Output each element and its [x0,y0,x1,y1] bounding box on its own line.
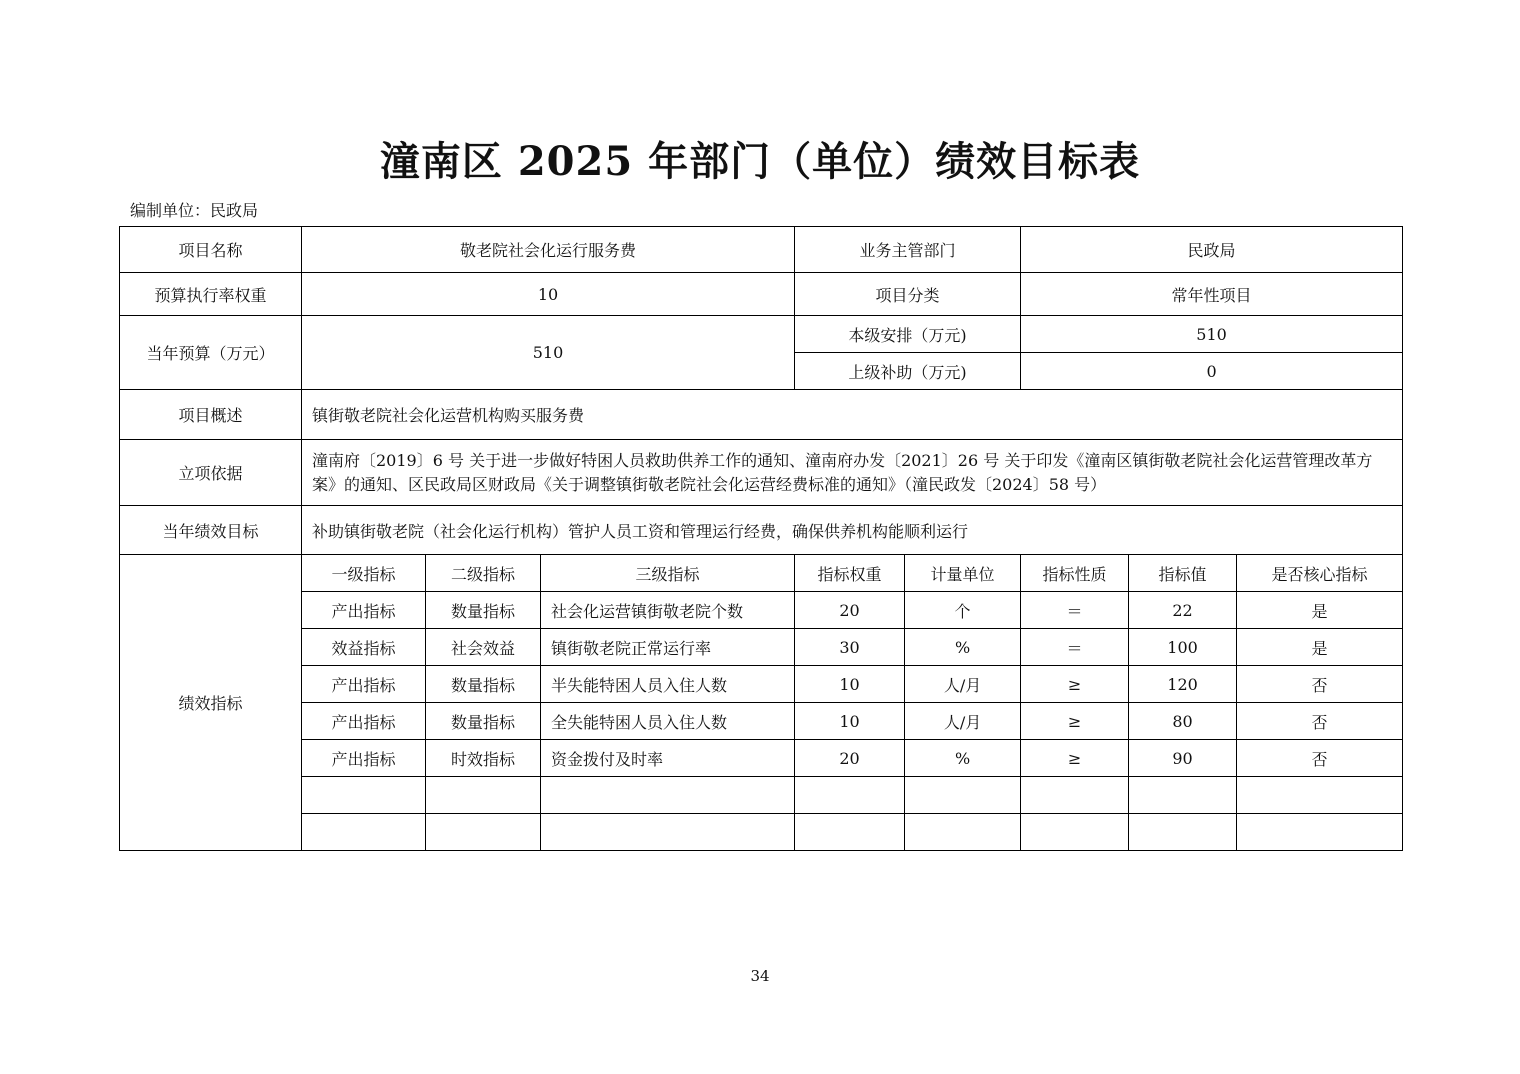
indicator-header-row [120,555,1403,592]
level3-cell: 社会化运营镇街敬老院个数 [541,592,795,629]
empty-cell [541,777,795,814]
unit-cell: % [905,629,1021,666]
level2-cell: 数量指标 [426,666,541,703]
level3-cell: 半失能特困人员入住人数 [541,666,795,703]
table-row [120,629,1403,666]
empty-cell [1021,814,1129,851]
row-summary [120,390,1403,440]
empty-cell [795,777,905,814]
core-cell: 否 [1237,740,1403,777]
header-level2: 二级指标 [426,555,541,592]
row-budget [120,316,1403,353]
local-budget-value: 510 [1021,316,1403,353]
nature-cell: ≥ [1021,703,1129,740]
header-core: 是否核心指标 [1237,555,1403,592]
budget-value: 510 [302,316,795,390]
weight-cell: 10 [795,666,905,703]
local-budget-label: 本级安排（万元) [795,316,1021,353]
row-project-name [120,227,1403,273]
level1-cell: 产出指标 [302,703,426,740]
basis-label: 立项依据 [120,440,302,506]
empty-cell [426,814,541,851]
header-weight: 指标权重 [795,555,905,592]
unit-cell: 人/月 [905,666,1021,703]
value-cell: 22 [1129,592,1237,629]
table-row [120,666,1403,703]
empty-cell [905,777,1021,814]
goal-label: 当年绩效目标 [120,506,302,555]
core-cell: 否 [1237,666,1403,703]
empty-row [120,777,1403,814]
empty-cell [905,814,1021,851]
core-cell: 否 [1237,703,1403,740]
core-cell: 是 [1237,592,1403,629]
nature-cell: ≥ [1021,740,1129,777]
goal-value: 补助镇街敬老院（社会化运行机构）管护人员工资和管理运行经费，确保供养机构能顺利运行 [302,506,1403,555]
level3-cell: 全失能特困人员入住人数 [541,703,795,740]
project-name-value: 敬老院社会化运行服务费 [302,227,795,273]
level2-cell: 数量指标 [426,592,541,629]
level1-cell: 产出指标 [302,666,426,703]
level3-cell: 资金拨付及时率 [541,740,795,777]
level1-cell: 产出指标 [302,592,426,629]
empty-cell [1237,814,1403,851]
empty-cell [426,777,541,814]
table-row [120,703,1403,740]
row-weight [120,273,1403,316]
performance-table [119,226,1403,851]
budget-label: 当年预算（万元） [120,316,302,390]
empty-cell [541,814,795,851]
empty-cell [1129,814,1237,851]
header-level1: 一级指标 [302,555,426,592]
header-level3: 三级指标 [541,555,795,592]
page-title: 潼南区 2025 年部门（单位）绩效目标表 [379,138,1141,185]
table-row [120,592,1403,629]
header-nature: 指标性质 [1021,555,1129,592]
unit-cell: 人/月 [905,703,1021,740]
empty-cell [302,777,426,814]
value-cell: 120 [1129,666,1237,703]
empty-cell [1129,777,1237,814]
value-cell: 90 [1129,740,1237,777]
row-goal [120,506,1403,555]
empty-cell [1021,777,1129,814]
compiling-unit: 编制单位：民政局 [130,201,259,220]
nature-cell: ＝ [1021,629,1129,666]
weight-cell: 20 [795,592,905,629]
project-name-label: 项目名称 [120,227,302,273]
empty-cell [1237,777,1403,814]
department-value: 民政局 [1021,227,1403,273]
level1-cell: 产出指标 [302,740,426,777]
row-basis [120,440,1403,506]
weight-cell: 30 [795,629,905,666]
category-value: 常年性项目 [1021,273,1403,316]
page-number: 34 [750,967,770,985]
unit-cell: % [905,740,1021,777]
basis-value: 潼南府〔2019〕6 号 关于进一步做好特困人员救助供养工作的通知、潼南府办发〔2021〕26 号 关于印发《潼南区镇街敬老院社会化运营管理改革方案》的通知、区民政局区财政局《关于调整镇街敬老院社会化运营经费标准的通知》（潼民政发〔2024〕58 号） [302,440,1403,506]
indicators-section-label: 绩效指标 [120,555,302,851]
level1-cell: 效益指标 [302,629,426,666]
upper-subsidy-label: 上级补助（万元) [795,353,1021,390]
level3-cell: 镇街敬老院正常运行率 [541,629,795,666]
weight-cell: 10 [795,703,905,740]
department-label: 业务主管部门 [795,227,1021,273]
nature-cell: ＝ [1021,592,1129,629]
summary-value: 镇街敬老院社会化运营机构购买服务费 [302,390,1403,440]
nature-cell: ≥ [1021,666,1129,703]
core-cell: 是 [1237,629,1403,666]
empty-row [120,814,1403,851]
weight-cell: 20 [795,740,905,777]
level2-cell: 数量指标 [426,703,541,740]
category-label: 项目分类 [795,273,1021,316]
level2-cell: 时效指标 [426,740,541,777]
value-cell: 80 [1129,703,1237,740]
empty-cell [302,814,426,851]
upper-subsidy-value: 0 [1021,353,1403,390]
table-row [120,740,1403,777]
level2-cell: 社会效益 [426,629,541,666]
weight-value: 10 [302,273,795,316]
empty-cell [795,814,905,851]
unit-cell: 个 [905,592,1021,629]
header-value: 指标值 [1129,555,1237,592]
weight-label: 预算执行率权重 [120,273,302,316]
value-cell: 100 [1129,629,1237,666]
header-unit: 计量单位 [905,555,1021,592]
summary-label: 项目概述 [120,390,302,440]
